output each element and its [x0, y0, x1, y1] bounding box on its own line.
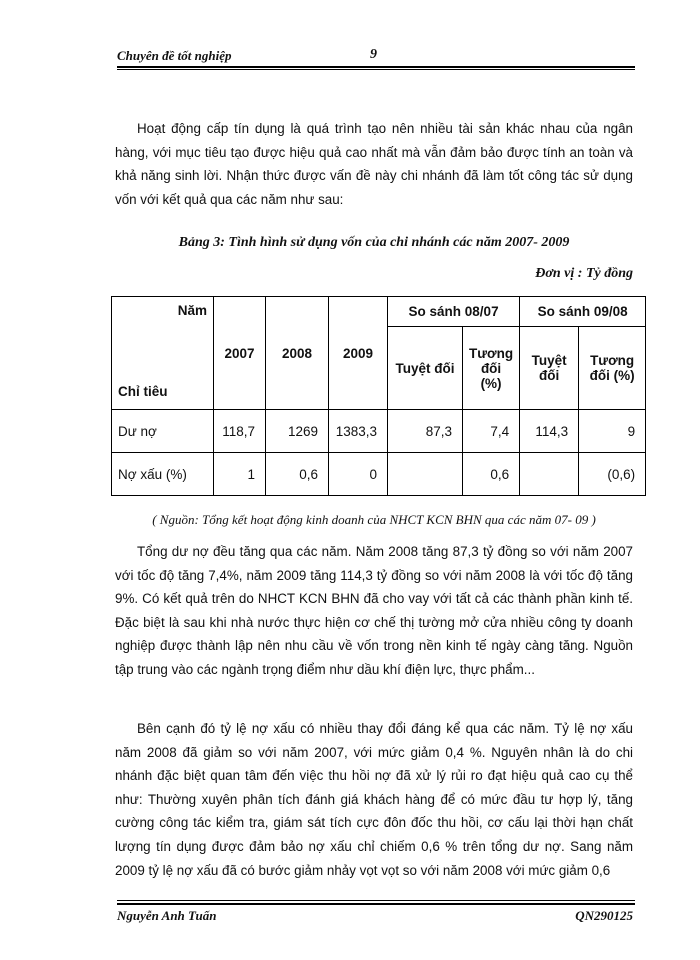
year-header-2008: 2008 [266, 297, 329, 410]
footer-author: Nguyễn Anh Tuấn [117, 908, 217, 923]
table-corner-cell [112, 297, 214, 410]
compare-08-07-header: So sánh 08/07 [388, 297, 520, 327]
table-source: ( Nguồn: Tổng kết hoạt động kinh doanh của NHCT KCN BHN qua các năm 07- 09 ) [152, 512, 596, 527]
corner-year-label: Năm [177, 303, 207, 318]
corner-indicator-label: Chỉ tiêu [118, 384, 168, 399]
table-row [112, 410, 646, 453]
paragraph-intro: Hoạt động cấp tín dụng là quá trình tạo nên nhiều tài sản khác nhau của ngân hàng, với mục tiêu tạo được hiệu quả cao nhất mà vẫn đảm bảo được tính an toàn và khả năng sinh lời. Nhận thức được vấn đề này chi nhánh đã làm tốt công tác sử dụng vốn với kết quả qua các năm như sau: [115, 121, 633, 207]
compare-09-08-header: So sánh 09/08 [520, 297, 646, 327]
cell-2008: 0,6 [266, 453, 329, 496]
cell-2008: 1269 [266, 410, 329, 453]
header-rule-thin [117, 69, 635, 70]
paragraph-bad-debt: Bên cạnh đó tỷ lệ nợ xấu có nhiều thay đổi đáng kể qua các năm. Tỷ lệ nợ xấu năm 2008 đã giảm so với năm 2007, với mức giảm 0,4 %. Nguyên nhân là do chi nhánh đặc biệt quan tâm đến việc thu hồi nợ đã xử lý rủi ro đạt hiệu quả cao cụ thể như: Thường xuyên phân tích đánh giá khách hàng để có mức đầu tư hợp lý, tăng cường công tác kiểm tra, giám sát tích cực đôn đốc thu hồi, cơ cấu lại thời hạn chất lượng tín dụng được đảm bảo nợ xấu chỉ chiếm 0,6 % trên tổng dư nợ. Sang năm 2009 tỷ lệ nợ xấu đã có bước giảm nhảy vọt vọt so với năm 2008 với mức giảm 0,6 [115, 721, 633, 878]
rel-08-07-header: Tương đối (%) [463, 327, 520, 410]
row-label: Nợ xấu (%) [112, 453, 214, 496]
cell-rel-09-08: (0,6) [579, 453, 646, 496]
cell-2007: 1 [214, 453, 266, 496]
cell-rel-09-08: 9 [579, 410, 646, 453]
year-header-2007: 2007 [214, 297, 266, 410]
cell-2009: 1383,3 [329, 410, 388, 453]
footer-rule [117, 903, 635, 905]
cell-abs-08-07: 87,3 [388, 410, 463, 453]
footer-rule-thin [117, 900, 635, 901]
cell-2007: 118,7 [214, 410, 266, 453]
cell-2009: 0 [329, 453, 388, 496]
page-header [117, 48, 633, 68]
paragraph-loan-growth: Tổng dư nợ đều tăng qua các năm. Năm 2008 tăng 87,3 tỷ đồng so với năm 2007 với tốc độ tăng 7,4%, năm 2009 tăng 114,3 tỷ đồng so với năm 2008 là với tốc độ tăng 9%. Có kết quả trên do NHCT KCN BHN đã cho vay với tất cả các thành phần kinh tế. Đặc biệt là sau khi nhà nước thực hiện cơ chế thị tường mở cửa nhiều công ty doanh nghiệp được thành lập nên nhu cầu về vốn trong nền kinh tế ngày càng tăng. Nguồn tập trung vào các ngành trọng điểm như dầu khí điện lực, thực phẩm... [115, 544, 633, 677]
table-caption: Bảng 3: Tình hình sử dụng vốn của chi nhánh các năm 2007- 2009 [178, 235, 570, 250]
cell-rel-08-07: 7,4 [463, 410, 520, 453]
year-header-2009: 2009 [329, 297, 388, 410]
abs-08-07-header: Tuyệt đối [388, 327, 463, 410]
table-unit: Đơn vị : Tỷ đồng [535, 266, 633, 281]
row-label: Dư nợ [112, 410, 214, 453]
cell-abs-08-07 [388, 453, 463, 496]
cell-abs-09-08: 114,3 [520, 410, 579, 453]
abs-09-08-header: Tuyệt đối [520, 327, 579, 410]
table-row [112, 453, 646, 496]
credit-usage-table [111, 296, 646, 496]
footer-code: QN290125 [575, 908, 633, 923]
header-rule [117, 66, 635, 68]
document-title: Chuyên đề tốt nghiệp [117, 48, 232, 63]
cell-abs-09-08 [520, 453, 579, 496]
cell-rel-08-07: 0,6 [463, 453, 520, 496]
page-number: 9 [370, 47, 377, 62]
rel-09-08-header: Tương đối (%) [579, 327, 646, 410]
